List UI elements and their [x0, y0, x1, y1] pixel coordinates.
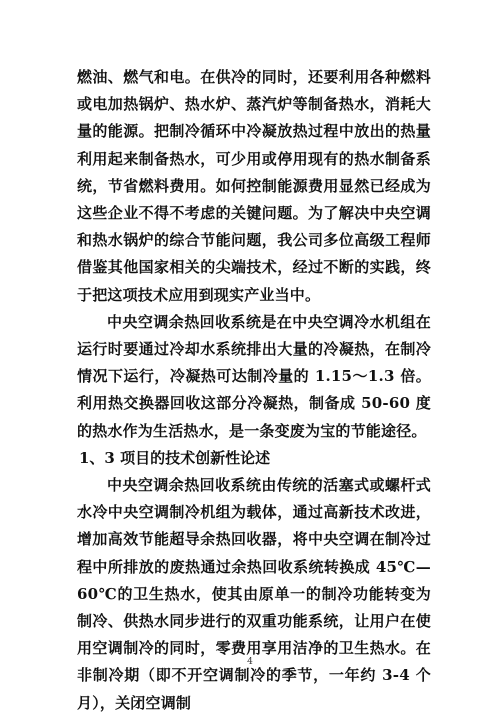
document-body	[77, 64, 431, 717]
paragraph-heat-recovery-intro: 中央空调余热回收系统是在中央空调冷水机组在运行时要通过冷却水系统排出大量的冷凝热，在制冷情况下运行，冷凝热可达制冷量的 1.15～1.3 倍。利用热交换器回收这部分冷凝热，制备成 50-60 度的热水作为生活热水，是一条变废为宝的节能途径。	[77, 312, 431, 440]
section-heading-1-3: 1、3 项目的技术创新性论述	[79, 448, 271, 467]
paragraph-energy-consumption: 燃油、燃气和电。在供冷的同时，还要利用各种燃料或电加热锅炉、热水炉、蒸汽炉等制备热水，消耗大量的能源。把制冷循环中冷凝放热过程中放出的热量利用起来制备热水，可少用或停用现有的热水制备系统，节省燃料费用。如何控制能源费用显然已经成为这些企业不得不考虑的关键问题。为了解决中央空调和热水锅炉的综合节能问题，我公司多位高级工程师借鉴其他国家相关的尖端技术，经过不断的实践，终于把这项技术应用到现实产业当中。	[77, 68, 431, 304]
paragraph-technical-innovation: 中央空调余热回收系统由传统的活塞式或螺杆式水冷中央空调制冷机组为载体，通过高新技术改进，增加高效节能超导余热回收器，将中央空调在制冷过程中所排放的废热通过余热回收系统转换成 45℃—60℃的卫生热水，使其由原单一的制冷功能转变为制冷、供热水同步进行的双重功能系统，让用户在使用空调制冷的同时，零费用享用洁净的卫生热水。在非制冷期（即不开空调制冷的季节，一年约 3-4 个月），关闭空调制	[77, 476, 431, 712]
page-number: 4	[247, 657, 253, 667]
